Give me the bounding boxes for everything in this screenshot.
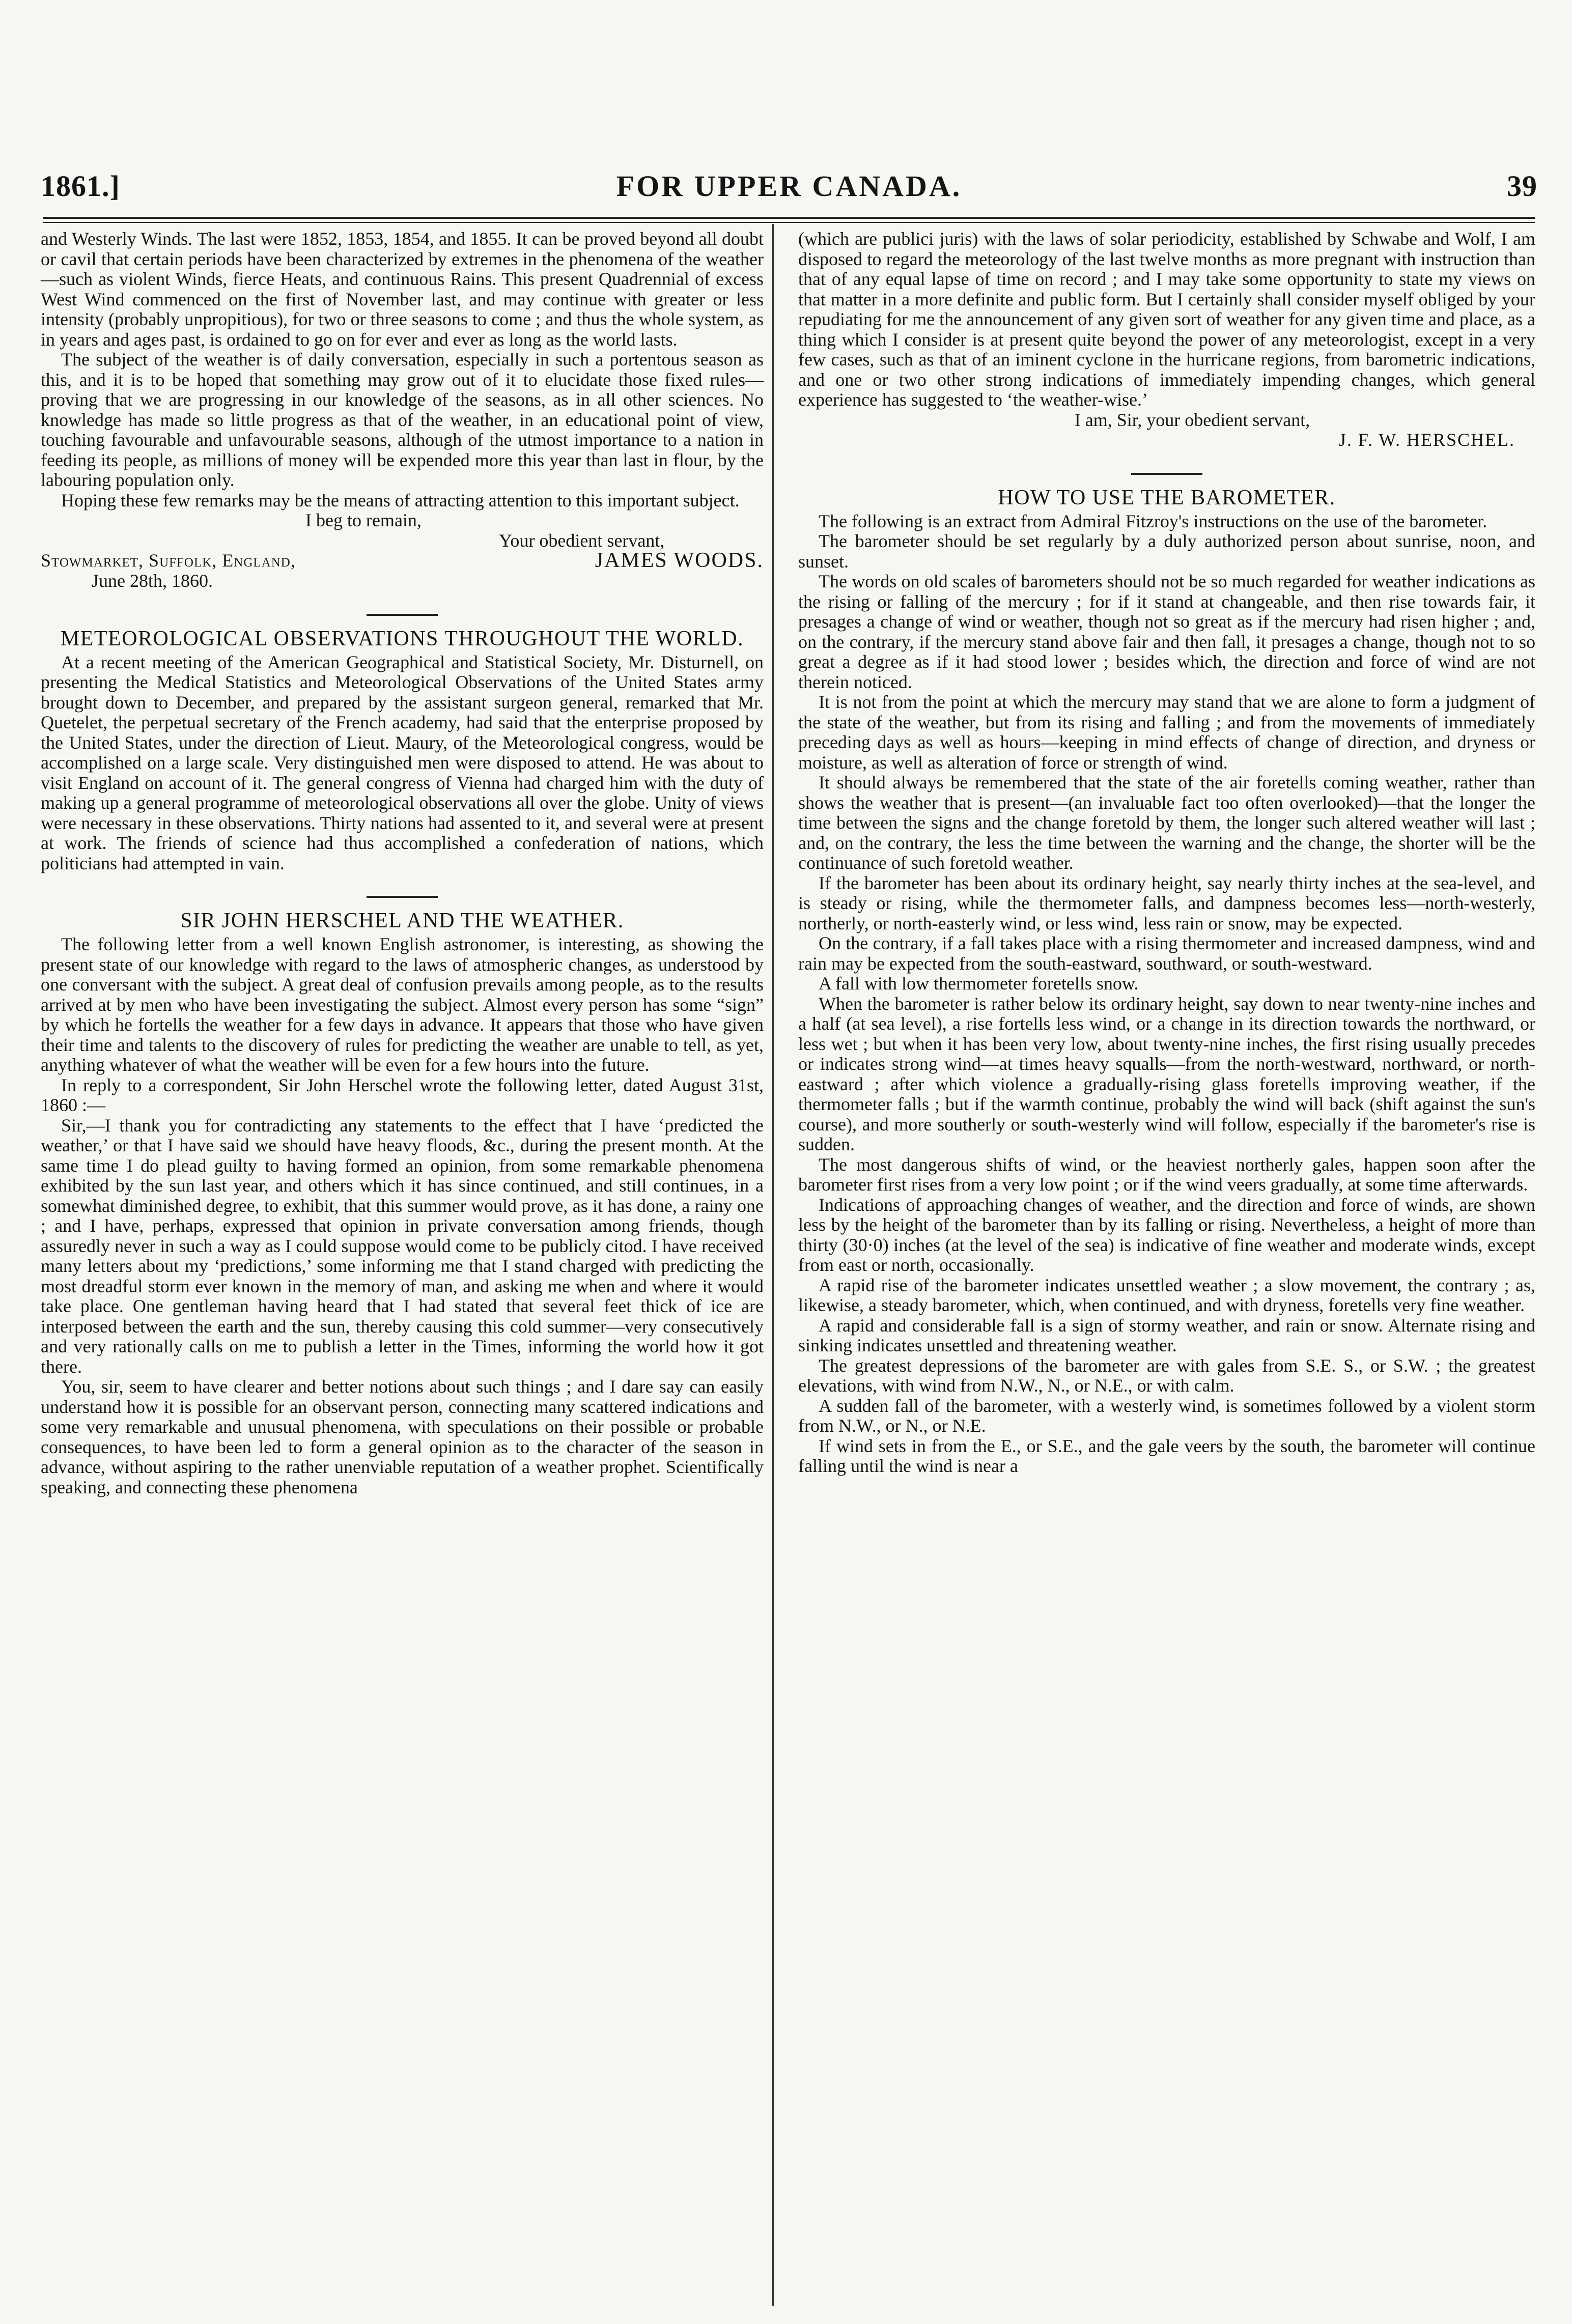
article-paragraph: Sir,—I thank you for contradicting any statements to the effect that I have ‘predicted the weather,’ or that I have said we should have heavy floods, &c., during the present month. At the same time I do plead guilty to having formed an opinion, from some remarkable phenomena exhibited by the sun last year, and others which it has since continued, and still continues, in a somewhat diminished degree, to exhibit, that this summer would prove, as it has done, a rainy one ; and I have, perhaps, expressed that opinion in private conversation among friends, though assuredly never in such a way as I could suppose would come to be publicly citod. I have received many letters about my ‘predictions,’ some informing me that I stand charged with predicting the most dreadful storm ever known in the memory of man, and asking me when and where it would take place. One gentleman having heard that I had stated that several feet thick of ice are interposed between the earth and the sun, thereby causing this cold summer—very consecutively and very rationally calls on me to publish a letter in the Times, informing the world how it got there. [41, 1115, 764, 1377]
article-paragraph: A rapid and considerable fall is a sign of stormy weather, and rain or snow. Alternate rising and sinking indicates unsettled and threatening weather. [798, 1315, 1535, 1355]
section-heading-meteorological: METEOROLOGICAL OBSERVATIONS THROUGHOUT THE WORLD. [60, 627, 744, 650]
article-paragraph: A rapid rise of the barometer indicates unsettled weather ; a slow movement, the contrary ; as, likewise, a steady barometer, which, when continued, and with dryness, foretells very fine weather. [798, 1274, 1535, 1315]
column-divider [772, 224, 774, 2306]
letter-paragraph: Hoping these few remarks may be the means of attracting attention to this important subject. [61, 490, 740, 511]
section-heading-herschel: SIR JOHN HERSCHEL AND THE WEATHER. [180, 909, 624, 932]
right-column [798, 229, 1535, 1477]
article-paragraph: The following letter from a well known English astronomer, is interesting, as showing the present state of our knowledge with regard to the laws of atmospheric changes, as understood by one conversant with the subject. A great deal of confusion prevails among people, as to the results arrived at by men who have been investigating the subject. Almost every person has some “sign” by which he fortells the weather for a few days in advance. It appears that those who have given their time and talents to the discovery of rules for predicting the weather are unable to tell, as yet, anything whatever of what the weather will be even for a few hours into the future. [41, 934, 764, 1075]
article-paragraph: A fall with low thermometer foretells snow. [819, 973, 1139, 994]
article-paragraph: It is not from the point at which the mercury may stand that we are alone to form a judgment of the state of the weather, but from its rising and falling ; and from the movements of immediately preceding days as well as hours—keeping in mind effects of change of direction, and dryness or moisture, as well as alteration of force or strength of wind. [798, 692, 1535, 773]
article-paragraph: The greatest depressions of the barometer are with gales from S.E. S., or S.W. ; the greatest elevations, with wind from N.W., N., or N.E., or with calm. [798, 1355, 1535, 1396]
article-paragraph: The words on old scales of barometers should not be so much regarded for weather indications as the rising or falling of the mercury ; for if it stand at changeable, and then rise towards fair, it presages a change of wind or weather, though not so great as if the mercury had risen higher ; and, on the contrary, if the mercury stand above fair and then fall, it presages a change, though not to so great a degree as if it had stood lower ; besides which, the direction and force of wind are not therein noticed. [798, 571, 1535, 692]
header-rule-thin [43, 222, 1535, 223]
article-paragraph: The following is an extract from Admiral Fitzroy's instructions on the use of the barometer. [819, 511, 1487, 531]
page-number: 39 [1507, 169, 1537, 203]
letter-paragraph: and Westerly Winds. The last were 1852, 1853, 1854, and 1855. It can be proved beyond all doubt or cavil that certain periods have been characterized by extremes in the phenomena of the weather—such as violent Winds, fierce Heats, and continuous Rains. This present Quadrennial of excess West Wind commenced on the first of November last, and may continue with greater or less intensity (probably unpropitious), for two or three seasons to come ; and thus the whole system, as in years and ages past, is ordained to go on for ever and ever as long as the world lasts. [41, 229, 764, 350]
article-paragraph: It should always be remembered that the state of the air foretells coming weather, rather than shows the weather that is present—(an invaluable fact too often overlooked)—that the longer the time between the signs and the change foretold by them, the longer such altered weather will last ; and, on the contrary, the less the time between the warning and the change, the shorter will be the continuance of such foretold weather. [798, 772, 1535, 873]
issue-year: 1861.] [41, 169, 120, 203]
article-paragraph: In reply to a correspondent, Sir John Herschel wrote the following letter, dated August 31st, 1860 :— [41, 1074, 764, 1115]
signature-row [41, 551, 764, 571]
article-paragraph: If the barometer has been about its ordinary height, say nearly thirty inches at the sea-level, and is steady or rising, while the thermometer falls, and dampness becomes less—north-westerly, northerly, or north-easterly wind, or less wind, less rain or snow, may be expected. [798, 872, 1535, 933]
article-paragraph: When the barometer is rather below its ordinary height, say down to near twenty-nine inches and a half (at sea level), a rise fortells less wind, or a change in its direction towards the northward, or less wet ; but when it has been very low, about twenty-nine inches, the first rising usually precedes or indicates strong wind—at times heavy squalls—from the north-westward, northward, or north-eastward ; after which violence a gradually-rising glass foretells improving weather, if the thermometer falls ; but if the warmth continue, probably the wind will back (shift against the sun's course), and more southerly or south-westerly wind will follow, especially if the barometer's rise is sudden. [798, 993, 1535, 1154]
letter-place: Stowmarket, Suffolk, England, [41, 550, 296, 571]
letter-closing: I beg to remain, [305, 510, 422, 530]
section-separator [367, 896, 438, 898]
article-paragraph: Indications of approaching changes of weather, and the direction and force of winds, are shown less by the height of the barometer than by its falling or rising. Nevertheless, a height of more than thirty (30·0) inches (at the level of the sea) is indicative of fine weather and moderate winds, except from east or north, occasionally. [798, 1194, 1535, 1275]
page-header [41, 169, 1537, 215]
article-paragraph: If wind sets in from the E., or S.E., and the gale veers by the south, the barometer will continue falling until the wind is near a [798, 1435, 1535, 1476]
letter-signer: JAMES WOODS. [595, 549, 764, 572]
section-heading-barometer: HOW TO USE THE BAROMETER. [998, 486, 1336, 509]
left-column [41, 229, 764, 1497]
article-paragraph: The barometer should be set regularly by a duly authorized person about sunrise, noon, and sunset. [798, 531, 1535, 572]
letter-closing: I am, Sir, your obedient servant, [1074, 409, 1310, 430]
section-separator [367, 614, 438, 616]
letter-paragraph: The subject of the weather is of daily conversation, especially in such a portentous season as this, and it is to be hoped that something may grow out of it to elucidate those fixed rules—proving that we are progressing in our knowledge of the seasons, as in all other sciences. No knowledge has made so little progress as that of the weather, in an educational point of view, touching favourable and unfavourable seasons, although of the utmost importance to a nation in feeding its people, as millions of money will be expended more this year than last in flour, by the labouring population only. [41, 349, 764, 490]
article-paragraph: A sudden fall of the barometer, with a westerly wind, is sometimes followed by a violent storm from N.W., or N., or N.E. [798, 1395, 1535, 1436]
article-paragraph: At a recent meeting of the American Geographical and Statistical Society, Mr. Disturnell, on presenting the Medical Statistics and Meteorological Observations of the United States army brought down to December, and prepared by the assistant surgeon general, remarked that Mr. Quetelet, the perpetual secretary of the French academy, had said that the enterprise proposed by the United States, under the direction of Lieut. Maury, of the Meteorological congress, would be accomplished on a large scale. Very distinguished men were disposed to attend. He was about to visit England on account of it. The general congress of Vienna had charged him with the duty of making up a general programme of meteorological observations all over the globe. Unity of views were necessary in these observations. Thirty nations had assented to it, and several were at present at work. The friends of science had thus accomplished a confederation of nations, which politicians had attempted in vain. [41, 651, 764, 873]
header-rule-thick [43, 217, 1535, 219]
letter-signer: J. F. W. HERSCHEL. [1338, 430, 1515, 450]
article-paragraph: The most dangerous shifts of wind, or the heaviest northerly gales, happen soon after the barometer first rises from a very low point ; or if the wind veers gradually, at some time afterwards. [798, 1154, 1535, 1195]
section-separator [1131, 473, 1202, 475]
letter-date: June 28th, 1860. [92, 571, 213, 591]
article-paragraph: On the contrary, if a fall takes place with a rising thermometer and increased dampness, wind and rain may be expected from the south-eastward, southward, or south-westward. [798, 933, 1535, 974]
page-title: FOR UPPER CANADA. [616, 169, 962, 203]
letter-closing: Your obedient servant, [499, 530, 665, 551]
article-paragraph: You, sir, seem to have clearer and better notions about such things ; and I dare say can easily understand how it is possible for an observant person, connecting many scattered indications and some very remarkable and unusual phenomena, with speculations on their possible or probable consequences, to have been led to form a general opinion as to the character of the season in advance, without aspiring to the rather unenviable reputation of a weather prophet. Scientifically speaking, and connecting these phenomena [41, 1376, 764, 1497]
article-paragraph: (which are publici juris) with the laws of solar periodicity, established by Schwabe and Wolf, I am disposed to regard the meteorology of the last twelve months as more pregnant with instruction than that of any equal lapse of time on record ; and I may take some opportunity to state my views on that matter in a more definite and public form. But I certainly shall consider myself obliged by your repudiating for me the announcement of any given sort of weather for any given time and place, as a thing which I consider is at present quite beyond the power of any meteorologist, except in a very few cases, such as that of an iminent cyclone in the hurricane regions, from barometric indications, and one or two other strong indications of immediately impending changes, which general experience has suggested to ‘the weather-wise.’ [798, 229, 1535, 410]
